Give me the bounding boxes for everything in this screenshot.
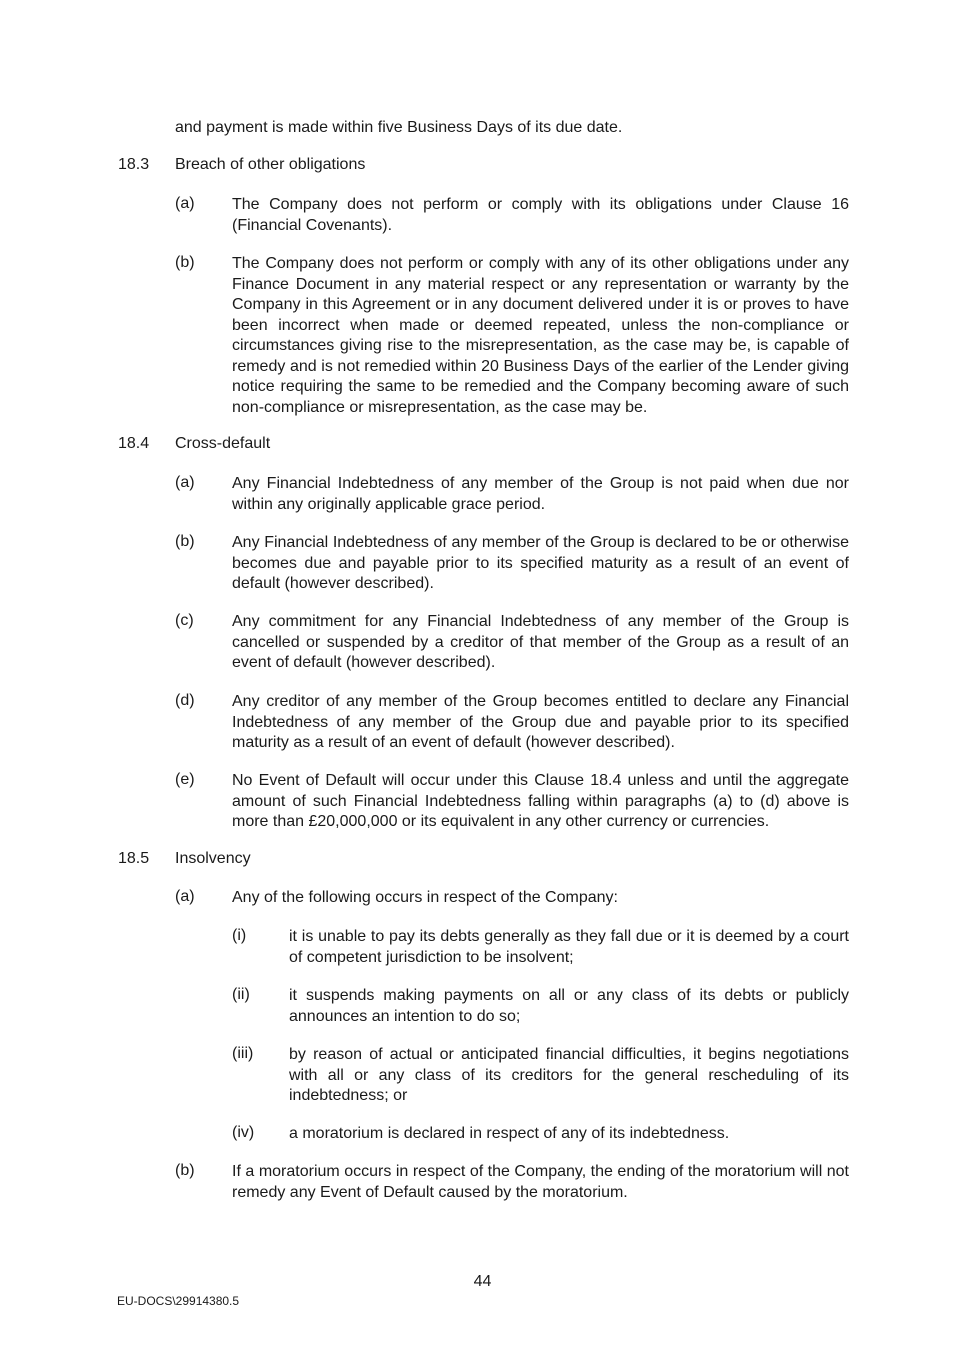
subparagraph-label: (iv) bbox=[232, 1124, 255, 1141]
paragraph-label: (d) bbox=[175, 692, 195, 709]
paragraph-text: Any Financial Indebtedness of any member of the Group is not paid when due nor within any originally applicable grace period. bbox=[232, 475, 849, 513]
subparagraph-text: it is unable to pay its debts generally as they fall due or it is deemed by a court of competent jurisdiction to be insolvent; bbox=[289, 928, 849, 966]
paragraph-label: (b) bbox=[175, 533, 195, 550]
paragraph-text: Any of the following occurs in respect of the Company: bbox=[232, 889, 618, 906]
paragraph-label: (a) bbox=[175, 474, 195, 491]
paragraph-label: (b) bbox=[175, 1162, 195, 1179]
clause-heading: Cross-default bbox=[175, 435, 271, 452]
clause-number: 18.5 bbox=[118, 850, 150, 867]
paragraph-text: Any Financial Indebtedness of any member of the Group is declared to be or otherwise becomes due and payable prior to its specified maturity as a result of an event of default (however described). bbox=[232, 534, 849, 592]
document-reference: EU-DOCS\29914380.5 bbox=[117, 1294, 240, 1308]
paragraph-text: The Company does not perform or comply with its obligations under Clause 16 (Financial Covenants). bbox=[232, 196, 849, 234]
clause-heading: Breach of other obligations bbox=[175, 156, 366, 173]
subparagraph-text: a moratorium is declared in respect of any of its indebtedness. bbox=[289, 1125, 730, 1142]
subparagraph-label: (iii) bbox=[232, 1045, 254, 1062]
paragraph-text: If a moratorium occurs in respect of the Company, the ending of the moratorium will not remedy any Event of Default caused by the moratorium. bbox=[232, 1163, 849, 1201]
subparagraph-text: it suspends making payments on all or any class of its debts or publicly announces an intention to do so; bbox=[289, 987, 849, 1025]
subparagraph-text: by reason of actual or anticipated financial difficulties, it begins negotiations with all or any class of its creditors for the general rescheduling of its indebtedness; or bbox=[289, 1046, 849, 1104]
clause-heading: Insolvency bbox=[175, 850, 251, 867]
subparagraph-label: (ii) bbox=[232, 986, 250, 1003]
paragraph-label: (b) bbox=[175, 254, 195, 271]
paragraph-label: (e) bbox=[175, 771, 195, 788]
paragraph-text: Any commitment for any Financial Indebtedness of any member of the Group is cancelled or suspended by a creditor of that member of the Group as a result of an event of default (however described). bbox=[232, 613, 849, 671]
paragraph-text: Any creditor of any member of the Group becomes entitled to declare any Financial Indebtedness of any member of the Group due and payable prior to its specified maturity as a result of an event of default (however described). bbox=[232, 693, 849, 751]
subparagraph-label: (i) bbox=[232, 927, 247, 944]
paragraph-text: No Event of Default will occur under this Clause 18.4 unless and until the aggregate amount of such Financial Indebtedness falling within paragraphs (a) to (d) above is more than £20,000,000 or its equivalent in any other currency or currencies. bbox=[232, 772, 849, 830]
paragraph-label: (a) bbox=[175, 195, 195, 212]
continuation-text: and payment is made within five Business Days of its due date. bbox=[175, 119, 623, 136]
clause-number: 18.3 bbox=[118, 156, 150, 173]
paragraph-label: (a) bbox=[175, 888, 195, 905]
page-number: 44 bbox=[473, 1273, 492, 1290]
paragraph-label: (c) bbox=[175, 612, 194, 629]
clause-number: 18.4 bbox=[118, 435, 150, 452]
paragraph-text: The Company does not perform or comply with any of its other obligations under any Finance Document in any material respect or any representation or warranty by the Company in this Agreement or in any document delivered under it is or proves to have been incorrect when made or deemed repeated, unless the non-compliance or circumstances giving rise to the misrepresentation, as the case may be, is capable of remedy and is not remedied within 20 Business Days of the earlier of the Lender giving notice requiring the same to be remedied and the Company becoming aware of such non-compliance or misrepresentation, as the case may be. bbox=[232, 255, 849, 416]
